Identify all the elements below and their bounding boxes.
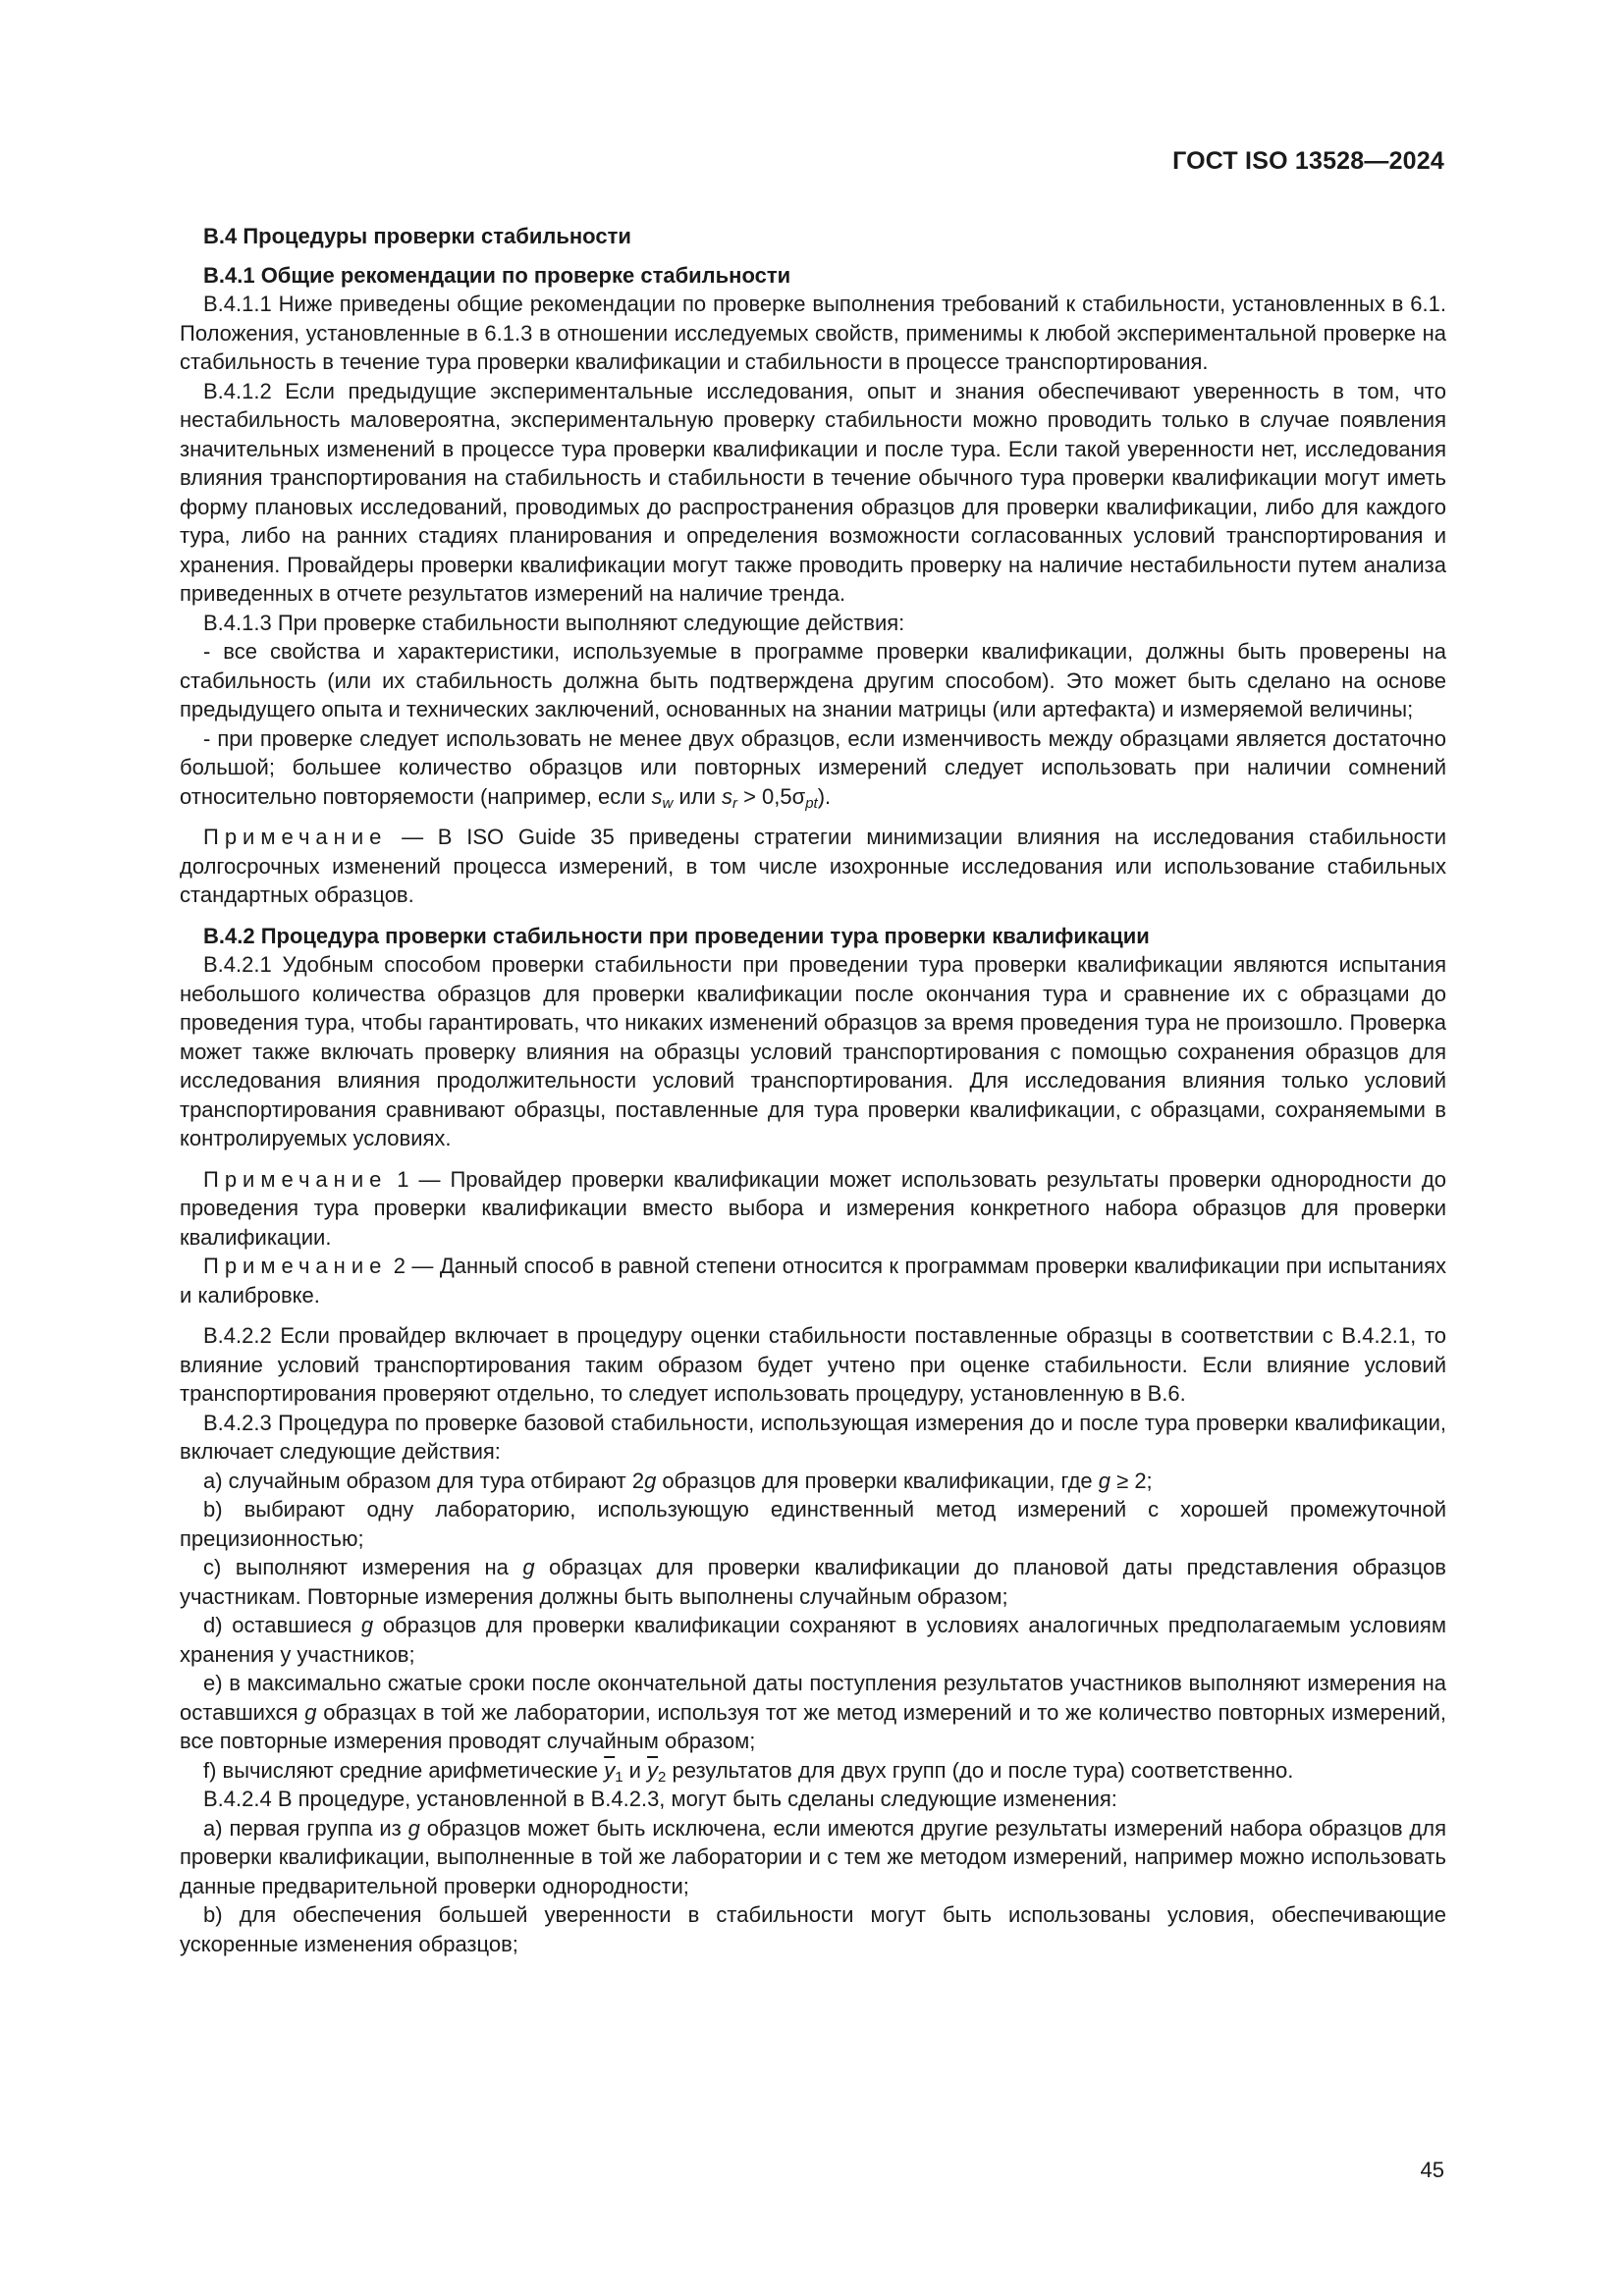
note-1: Примечание 1 — Провайдер проверки квалификации может использовать результаты проверки однородности до проведения тура проверки квалификации вместо выбора и измерения конкретного набора образцов для проверки квалификации. [180, 1166, 1446, 1250]
document-code: ГОСТ ISO 13528—2024 [1172, 147, 1444, 175]
section-title-b4: В.4 Процедуры проверки стабильности [203, 224, 631, 248]
note-2: Примечание 2 — Данный способ в равной степени относится к программам проверки квалификации при испытаниях и калибровке. [180, 1254, 1447, 1308]
section-title-b42: В.4.2 Процедура проверки стабильности при проведении тура проверки квалификации [203, 923, 1150, 948]
paragraph-b413-item2: - при проверке следует использовать не менее двух образцов, если изменчивость между образцами является достаточно большой; большее количество образцов или повторных измерений следует использовать при наличии сомнений относительно повторяемости (например, если $s_w$ или $s_r > 0,5\sigma_{pt}$). [180, 725, 1446, 812]
paragraph-b421: В.4.2.1 Удобным способом проверки стабильности при проведении тура проверки квалификации являются испытания небольшого количества образцов для проверки квалификации после окончания тура и сравнение их с образцами до проведения тура, чтобы гарантировать, что никаких изменений образцов за время проведения тура не произошло. Проверка может также включать проверку влияния на образцы условий транспортирования с помощью сохранения образцов для исследования влияния продолжительности условий транспортирования. Для исследования влияния только условий транспортирования сравнивают образцы, поставленные для тура проверки квалификации, с образцами, сохраняемыми в контролируемых условиях. [180, 952, 1446, 1150]
list-item-b: b) выбирают одну лабораторию, использующую единственный метод измерений с хорошей промежуточной прецизионностью; [180, 1497, 1446, 1551]
paragraph-b422: В.4.2.2 Если провайдер включает в процедуру оценки стабильности поставленные образцы в соответствии с В.4.2.1, то влияние условий транспортирования таким образом будет учтено при оценке стабильности. Если влияние условий транспортирования проверяют отдельно, то следует использовать процедуру, установленную в В.6. [180, 1323, 1446, 1406]
paragraph-b411: В.4.1.1 Ниже приведены общие рекомендации по проверке выполнения требований к стабильности, установленных в 6.1. Положения, установленные в 6.1.3 в отношении исследуемых свойств, применимы к любой экспериментальной проверке на стабильность в течение тура проверки квалификации и стабильности в процессе транспортирования. [180, 292, 1446, 374]
list-item-b424-a: a) первая группа из g образцов может быть исключена, если имеются другие результаты измерений набора образцов для проверки квалификации, выполненные в той же лаборатории и с тем же методом измерений, например можно использовать данные предварительной проверки однородности; [180, 1815, 1447, 1898]
paragraph-b424: В.4.2.4 В процедуре, установленной в В.4.2.3, могут быть сделаны следующие изменения: [203, 1787, 1117, 1811]
paragraph-b413-item1: - все свойства и характеристики, используемые в программе проверки квалификации, должны быть проверены на стабильность (или их стабильность должна быть подтверждена другим способом). Это может быть сделано на основе предыдущего опыта и технических заключений, основанных на знании матрицы (или артефакта) и измеряемой величины; [180, 639, 1446, 721]
paragraph-b423: В.4.2.3 Процедура по проверке базовой стабильности, использующая измерения до и после тура проверки квалификации, включает следующие действия: [180, 1410, 1446, 1464]
document-body [180, 222, 1446, 1958]
list-item-e: e) в максимально сжатые сроки после окончательной даты поступления результатов участников выполняют измерения на оставшихся g образцах в той же лаборатории, используя тот же метод измерений и то же количество повторных измерений, все повторные измерения проводят случайным образом; [180, 1671, 1446, 1753]
list-item-d: d) оставшиеся g образцов для проверки квалификации сохраняют в условиях аналогичных предполагаемым условиям хранения у участников; [180, 1613, 1446, 1667]
list-item-b424-b: b) для обеспечения большей уверенности в стабильности могут быть использованы условия, обеспечивающие ускоренные изменения образцов; [180, 1902, 1446, 1956]
list-item-f: f) вычисляют средние арифметические $\overline{y}_1$ и $\overline{y}_2$ результатов для двух групп (до и после тура) соответственно. [203, 1757, 1294, 1786]
list-item-c: c) выполняют измерения на g образцах для проверки квалификации до плановой даты представления образцов участникам. Повторные измерения должны быть выполнены случайным образом; [180, 1555, 1446, 1609]
note-stability: Примечание — В ISO Guide 35 приведены стратегии минимизации влияния на исследования стабильности долгосрочных изменений процесса измерений, в том числе изохронные исследования или использование стабильных стандартных образцов. [180, 825, 1446, 907]
paragraph-b413: В.4.1.3 При проверке стабильности выполняют следующие действия: [203, 610, 905, 635]
list-item-a: a) случайным образом для тура отбирают 2g образцов для проверки квалификации, где g ≥ 2; [203, 1468, 1153, 1493]
section-title-b41: В.4.1 Общие рекомендации по проверке стабильности [203, 262, 791, 288]
paragraph-b412: В.4.1.2 Если предыдущие экспериментальные исследования, опыт и знания обеспечивают уверенность в том, что нестабильность маловероятна, экспериментальную проверку стабильности можно проводить только в случае появления значительных изменений в процессе тура проверки квалификации и после тура. Если такой уверенности нет, исследования влияния транспортирования на стабильность и стабильности в течение обычного тура проверки квалификации могут иметь форму плановых исследований, проводимых до распространения образцов для проверки квалификации, либо для каждого тура, либо на ранних стадиях планирования и определения возможности согласованных условий транспортирования и хранения. Провайдеры проверки квалификации могут также проводить проверку на наличие нестабильности путем анализа приведенных в отчете результатов измерений на наличие тренда. [180, 378, 1446, 606]
page-number: 45 [1420, 2158, 1444, 2182]
